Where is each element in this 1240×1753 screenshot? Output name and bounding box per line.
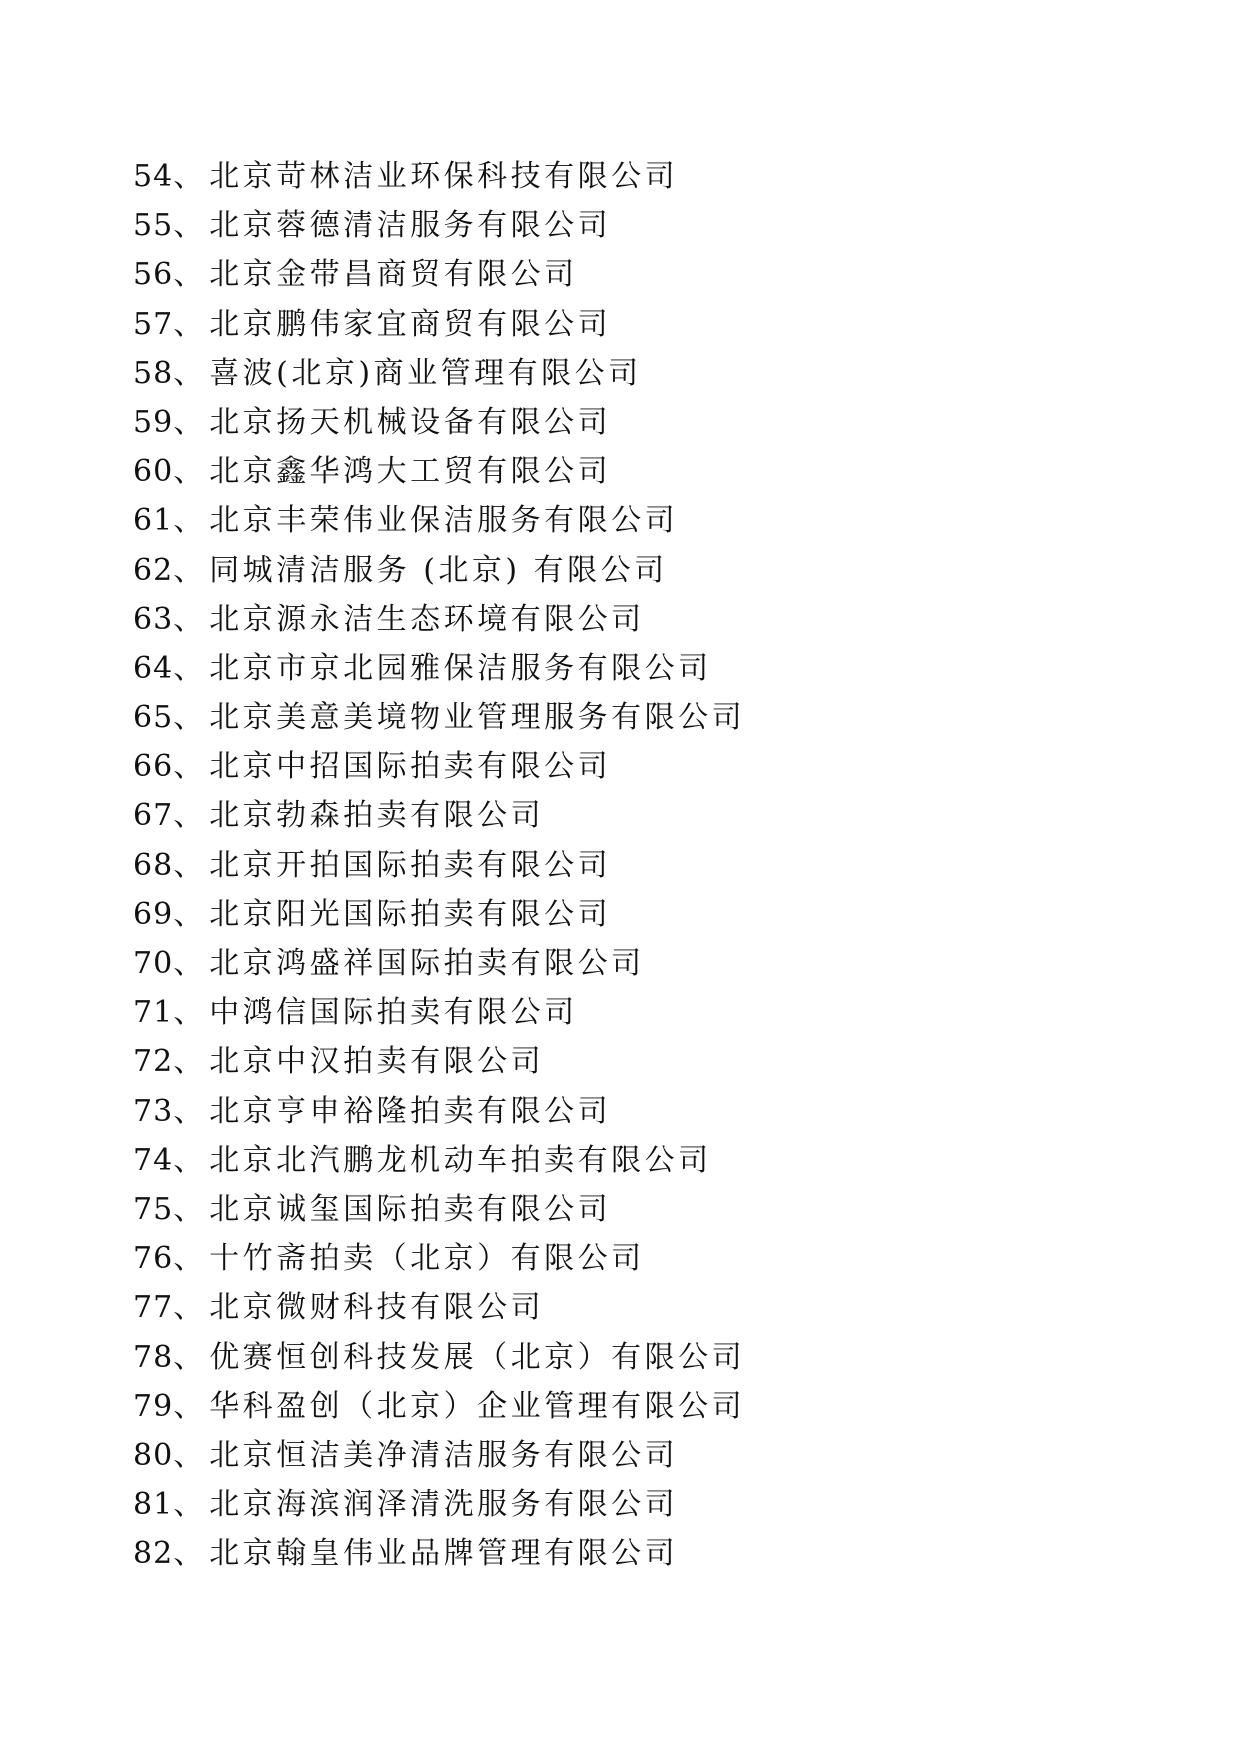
list-item xyxy=(133,1529,745,1578)
company-name: 同城清洁服务 (北京) 有限公司 xyxy=(209,552,668,588)
item-separator: 、 xyxy=(173,404,207,440)
list-item xyxy=(133,1136,745,1185)
company-name: 中鸿信国际拍卖有限公司 xyxy=(209,995,578,1031)
item-number: 58 xyxy=(133,355,174,391)
item-number: 60 xyxy=(133,454,174,490)
company-name: 北京中汉拍卖有限公司 xyxy=(209,1044,545,1080)
company-name: 北京鑫华鸿大工贸有限公司 xyxy=(209,454,612,490)
company-name: 北京金带昌商贸有限公司 xyxy=(209,257,578,293)
list-item xyxy=(133,644,745,693)
list-item xyxy=(133,1333,745,1382)
item-separator: 、 xyxy=(173,601,207,637)
list-item xyxy=(133,152,745,201)
item-number: 78 xyxy=(133,1339,174,1375)
list-item xyxy=(133,1087,745,1136)
item-separator: 、 xyxy=(173,1536,207,1572)
item-separator: 、 xyxy=(173,1437,207,1473)
item-separator: 、 xyxy=(173,946,207,981)
list-item xyxy=(133,447,745,496)
company-name: 北京丰荣伟业保洁服务有限公司 xyxy=(209,503,679,539)
item-number: 62 xyxy=(133,552,174,588)
item-separator: 、 xyxy=(173,798,207,834)
company-name: 北京苛林洁业环保科技有限公司 xyxy=(209,159,679,194)
list-item xyxy=(133,1431,745,1480)
item-separator: 、 xyxy=(173,650,207,686)
company-name: 北京勃森拍卖有限公司 xyxy=(209,798,545,834)
company-name: 北京鹏伟家宜商贸有限公司 xyxy=(209,306,612,342)
company-name: 北京恒洁美净清洁服务有限公司 xyxy=(209,1437,679,1473)
list-item xyxy=(133,595,745,644)
list-item xyxy=(133,1185,745,1234)
list-item xyxy=(133,1382,745,1431)
list-item xyxy=(133,791,745,840)
company-name: 北京翰皇伟业品牌管理有限公司 xyxy=(209,1536,679,1572)
item-number: 57 xyxy=(133,306,174,342)
item-number: 77 xyxy=(133,1290,174,1326)
item-number: 73 xyxy=(133,1093,174,1129)
list-item xyxy=(133,1480,745,1529)
item-separator: 、 xyxy=(173,1487,207,1523)
item-separator: 、 xyxy=(173,749,207,785)
item-number: 71 xyxy=(133,995,174,1031)
company-name: 喜波(北京)商业管理有限公司 xyxy=(209,355,642,391)
list-item xyxy=(133,1234,745,1283)
list-item xyxy=(133,988,745,1037)
item-separator: 、 xyxy=(173,700,207,736)
list-item xyxy=(133,398,745,447)
list-item xyxy=(133,841,745,890)
item-separator: 、 xyxy=(173,257,207,293)
item-separator: 、 xyxy=(173,1290,207,1326)
list-item xyxy=(133,546,745,595)
item-separator: 、 xyxy=(173,1093,207,1129)
list-item xyxy=(133,250,745,299)
company-name: 北京海滨润泽清洗服务有限公司 xyxy=(209,1487,679,1523)
item-number: 63 xyxy=(133,601,174,637)
item-number: 82 xyxy=(133,1536,174,1572)
company-name: 北京美意美境物业管理服务有限公司 xyxy=(209,700,746,736)
list-item xyxy=(133,1037,745,1086)
company-name: 优赛恒创科技发展（北京）有限公司 xyxy=(209,1339,746,1375)
item-separator: 、 xyxy=(173,454,207,490)
item-number: 74 xyxy=(133,1142,174,1178)
company-name: 北京蓉德清洁服务有限公司 xyxy=(209,208,612,244)
item-number: 80 xyxy=(133,1437,174,1473)
company-name: 北京源永洁生态环境有限公司 xyxy=(209,601,645,637)
item-number: 65 xyxy=(133,700,174,736)
item-number: 59 xyxy=(133,404,174,440)
item-number: 64 xyxy=(133,650,174,686)
item-number: 70 xyxy=(133,946,174,981)
list-item xyxy=(133,693,745,742)
item-separator: 、 xyxy=(173,355,207,391)
list-item xyxy=(133,1283,745,1332)
item-number: 55 xyxy=(133,208,174,244)
item-separator: 、 xyxy=(173,995,207,1031)
item-separator: 、 xyxy=(173,552,207,588)
item-separator: 、 xyxy=(173,208,207,244)
item-number: 56 xyxy=(133,257,174,293)
item-number: 81 xyxy=(133,1487,174,1523)
company-name: 北京扬天机械设备有限公司 xyxy=(209,404,612,440)
item-number: 75 xyxy=(133,1191,174,1227)
list-item xyxy=(133,201,745,250)
item-separator: 、 xyxy=(173,1388,207,1424)
item-number: 68 xyxy=(133,847,174,883)
item-separator: 、 xyxy=(173,1241,207,1277)
company-name: 北京阳光国际拍卖有限公司 xyxy=(209,896,612,932)
company-name: 北京市京北园雅保洁服务有限公司 xyxy=(209,650,712,686)
item-number: 79 xyxy=(133,1388,174,1424)
item-separator: 、 xyxy=(173,1339,207,1375)
item-separator: 、 xyxy=(173,1142,207,1178)
list-item xyxy=(133,742,745,791)
item-number: 54 xyxy=(133,159,174,194)
item-separator: 、 xyxy=(173,1191,207,1227)
item-separator: 、 xyxy=(173,896,207,932)
item-number: 76 xyxy=(133,1241,174,1277)
item-separator: 、 xyxy=(173,159,207,194)
item-number: 72 xyxy=(133,1044,174,1080)
item-number: 66 xyxy=(133,749,174,785)
list-item xyxy=(133,349,745,398)
list-item xyxy=(133,496,745,545)
company-name: 华科盈创（北京）企业管理有限公司 xyxy=(209,1388,746,1424)
item-separator: 、 xyxy=(173,306,207,342)
company-name: 北京鸿盛祥国际拍卖有限公司 xyxy=(209,946,645,981)
company-name: 北京诚玺国际拍卖有限公司 xyxy=(209,1191,612,1227)
item-number: 61 xyxy=(133,503,174,539)
list-item xyxy=(133,939,745,988)
item-number: 67 xyxy=(133,798,174,834)
item-separator: 、 xyxy=(173,847,207,883)
company-list xyxy=(133,152,745,1578)
item-separator: 、 xyxy=(173,503,207,539)
item-number: 69 xyxy=(133,896,174,932)
company-name: 北京开拍国际拍卖有限公司 xyxy=(209,847,612,883)
company-name: 十竹斋拍卖（北京）有限公司 xyxy=(209,1241,645,1277)
company-name: 北京中招国际拍卖有限公司 xyxy=(209,749,612,785)
list-item xyxy=(133,890,745,939)
company-name: 北京微财科技有限公司 xyxy=(209,1290,545,1326)
list-item xyxy=(133,300,745,349)
company-name: 北京北汽鹏龙机动车拍卖有限公司 xyxy=(209,1142,712,1178)
item-separator: 、 xyxy=(173,1044,207,1080)
company-name: 北京亨申裕隆拍卖有限公司 xyxy=(209,1093,612,1129)
